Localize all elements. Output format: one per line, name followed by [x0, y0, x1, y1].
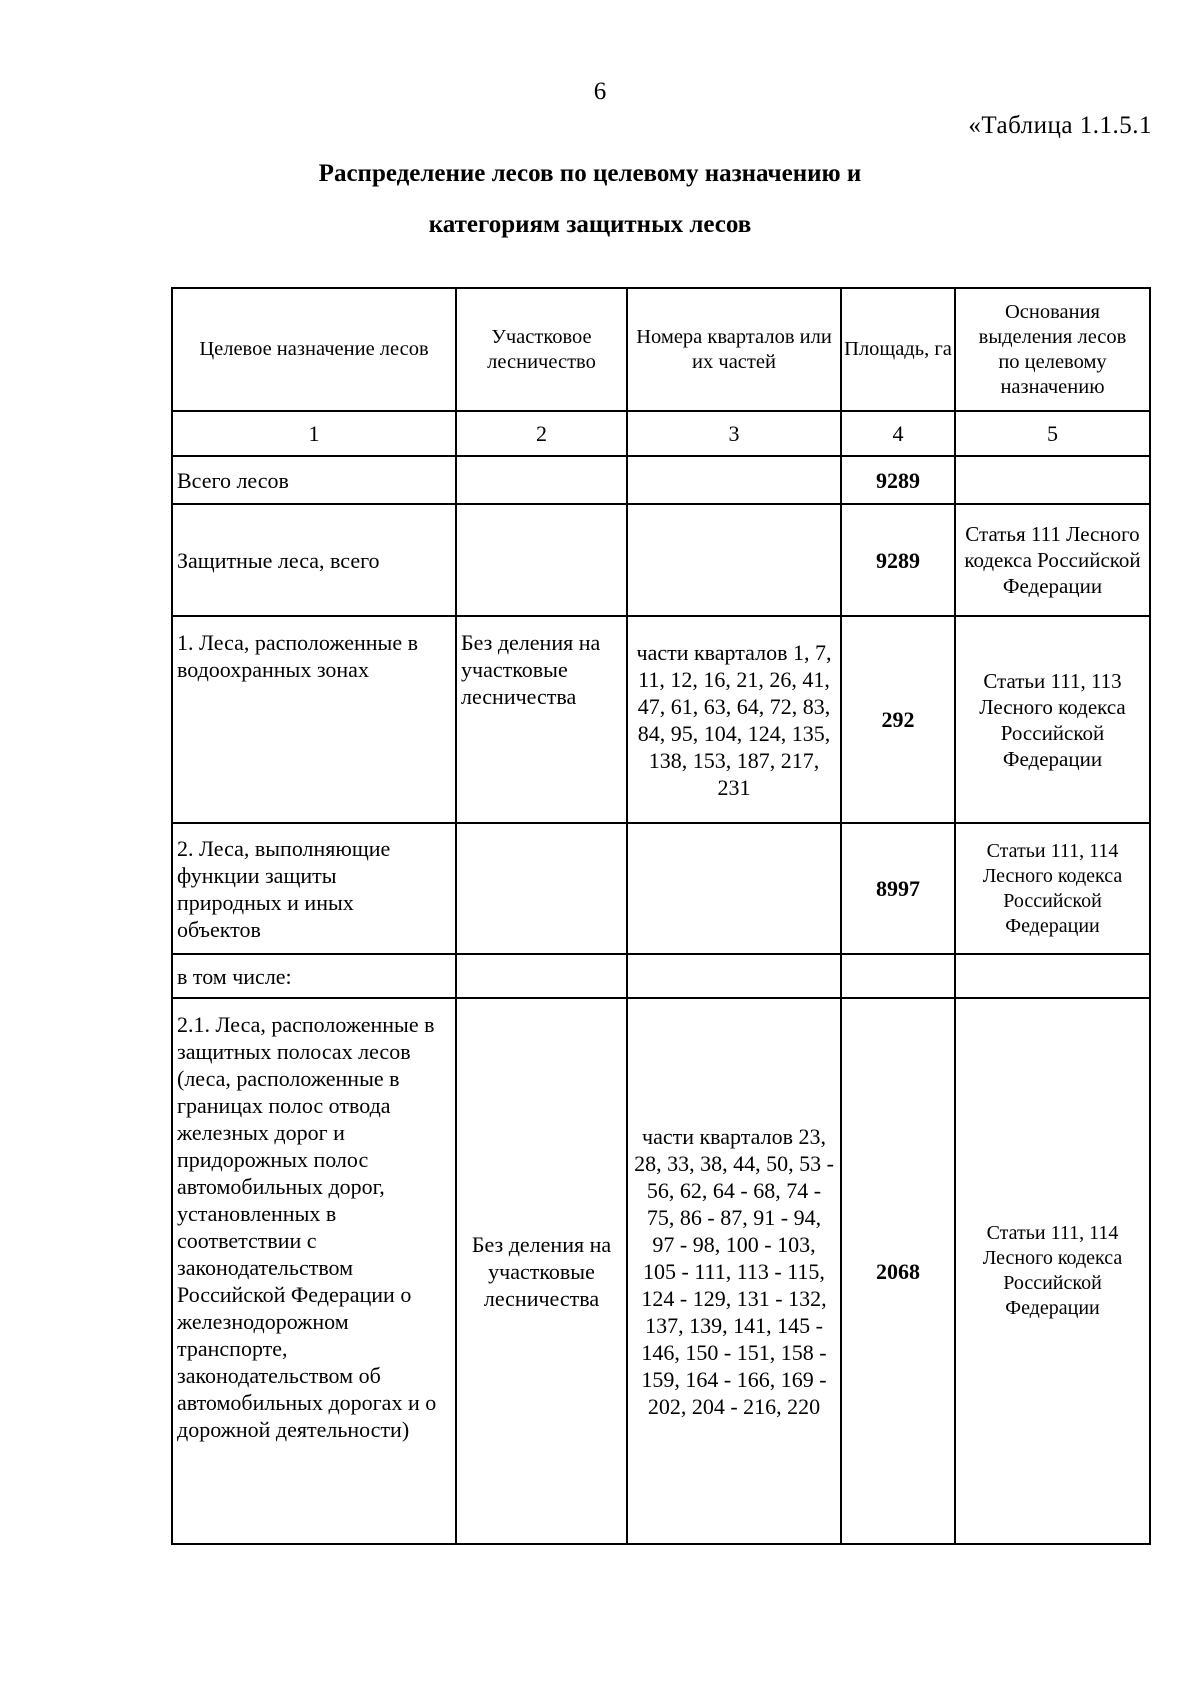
forestry-cell: Без деления на участковые лесничества — [456, 616, 627, 823]
area-cell: 8997 — [841, 823, 955, 954]
purpose-cell: 2.1. Леса, расположенные в защитных полосах лесов (леса, расположенные в границах полос отвода железных дорог и придорожных полос автомобильных дорог, установленных в соответствии с законодательством Российской Федерации о железнодорожном транспорте, законодательством об автомобильных дорогах и о дорожной деятельности) — [172, 998, 456, 1544]
quarters-cell: части кварталов 23, 28, 33, 38, 44, 50, 53 - 56, 62, 64 - 68, 74 - 75, 86 - 87, 91 - 94, 97 - 98, 100 - 103, 105 - 111, 113 - 115, 124 - 129, 131 - 132, 137, 139, 141, 145 - 146, 150 - 151, 158 - 159, 164 - 166, 169 - 202, 204 - 216, 220 — [627, 998, 841, 1544]
table-row — [172, 954, 1150, 998]
area-cell: 9289 — [841, 504, 955, 616]
forestry-cell — [456, 456, 627, 504]
header-forestry: Участковое лесничество — [456, 288, 627, 411]
purpose-cell: Защитные леса, всего — [172, 504, 456, 616]
table-header-row — [172, 288, 1150, 411]
basis-cell: Статьи 111, 114 Лесного кодекса Российской Федерации — [955, 998, 1150, 1544]
column-number: 3 — [627, 411, 841, 456]
area-cell — [841, 954, 955, 998]
purpose-cell: 2. Леса, выполняющие функции защиты природных и иных объектов — [172, 823, 456, 954]
quarters-cell — [627, 823, 841, 954]
basis-cell — [955, 456, 1150, 504]
document-title-line-1: Распределение лесов по целевому назначению и — [318, 160, 862, 187]
header-basis: Основания выделения лесов по целевому назначению — [955, 288, 1150, 411]
forestry-cell — [456, 823, 627, 954]
area-cell: 292 — [841, 616, 955, 823]
document-title-line-2: категориям защитных лесов — [428, 211, 752, 238]
column-number-row — [172, 411, 1150, 456]
header-purpose: Целевое назначение лесов — [172, 288, 456, 411]
table-reference: «Таблица 1.1.5.1 — [968, 112, 1152, 139]
column-number: 2 — [456, 411, 627, 456]
header-area: Площадь, га — [841, 288, 955, 411]
purpose-cell: Всего лесов — [172, 456, 456, 504]
table-row — [172, 616, 1150, 823]
forestry-cell — [456, 504, 627, 616]
column-number: 1 — [172, 411, 456, 456]
table-row — [172, 823, 1150, 954]
column-number: 5 — [955, 411, 1150, 456]
area-cell: 2068 — [841, 998, 955, 1544]
forestry-cell — [456, 954, 627, 998]
header-quarters: Номера кварталов или их частей — [627, 288, 841, 411]
purpose-cell: 1. Леса, расположенные в водоохранных зонах — [172, 616, 456, 823]
table-row — [172, 998, 1150, 1544]
quarters-cell — [627, 456, 841, 504]
quarters-cell: части кварталов 1, 7, 11, 12, 16, 21, 26, 41, 47, 61, 63, 64, 72, 83, 84, 95, 104, 124, 135, 138, 153, 187, 217, 231 — [627, 616, 841, 823]
column-number: 4 — [841, 411, 955, 456]
area-cell: 9289 — [841, 456, 955, 504]
basis-cell — [955, 954, 1150, 998]
basis-cell: Статьи 111, 114 Лесного кодекса Российской Федерации — [955, 823, 1150, 954]
forest-distribution-table — [171, 287, 1151, 1545]
purpose-cell: в том числе: — [172, 954, 456, 998]
basis-cell: Статья 111 Лесного кодекса Российской Федерации — [955, 504, 1150, 616]
table-row — [172, 504, 1150, 616]
quarters-cell — [627, 504, 841, 616]
quarters-cell — [627, 954, 841, 998]
basis-cell: Статьи 111, 113 Лесного кодекса Российской Федерации — [955, 616, 1150, 823]
forestry-cell: Без деления на участковые лесничества — [456, 998, 627, 1544]
table-row — [172, 456, 1150, 504]
page-number: 6 — [593, 78, 607, 105]
